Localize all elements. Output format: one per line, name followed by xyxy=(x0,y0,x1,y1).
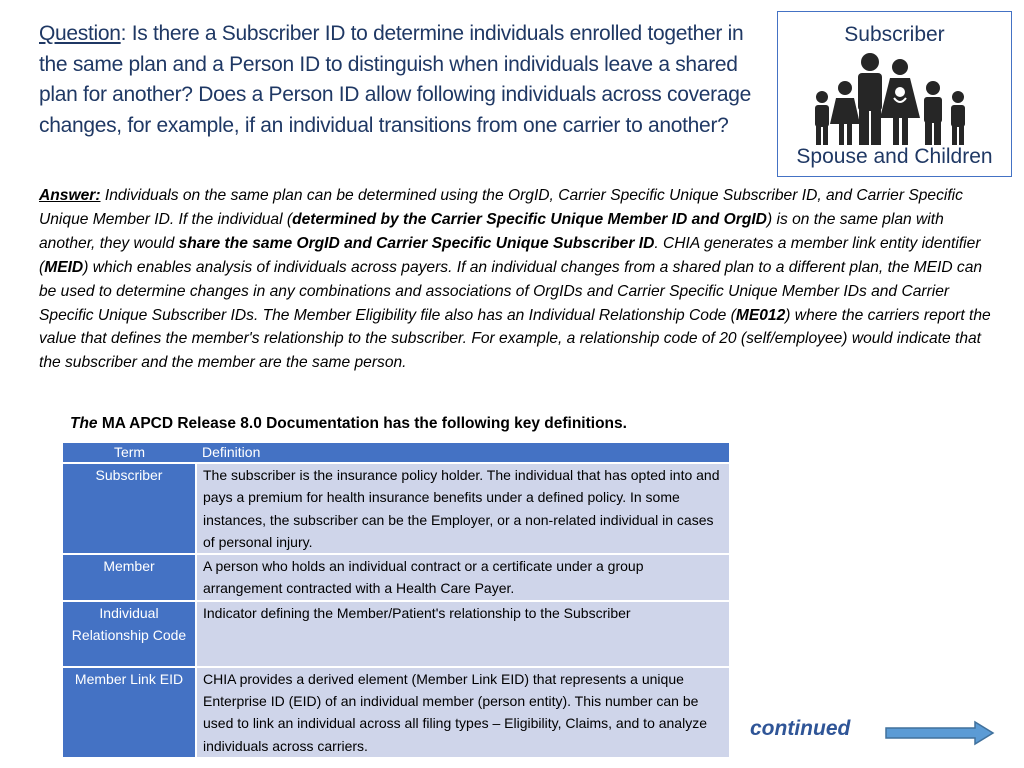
question-text: : Is there a Subscriber ID to determine individuals enrolled together in the same plan and a Person ID to distinguish when individuals leave a shared plan for another? Does a Person ID allow following individuals across coverage changes, for example, if an individual transitions from one carrier to another? xyxy=(39,22,752,137)
table-title-text: MA APCD Release 8.0 Documentation has the following key definitions. xyxy=(97,415,627,432)
answer-text: ) is on the same plan with another, they would xyxy=(39,210,944,252)
spouse-children-caption: Spouse and Children xyxy=(796,145,993,168)
definitions-table xyxy=(63,443,729,757)
table-row xyxy=(63,463,729,554)
answer-bold-text: determined by the Carrier Specific Unique Member ID and OrgID xyxy=(292,210,767,228)
continued-label: continued xyxy=(750,717,851,740)
answer-text: . CHIA generates a member link entity identifier ( xyxy=(39,234,981,276)
family-icon xyxy=(808,52,983,148)
answer-text: Individuals on the same plan can be determined using the OrgID, Carrier Specific Unique Subscriber ID, and Carrier Specific Unique Member ID. If the individual ( xyxy=(39,187,963,228)
right-arrow-icon[interactable] xyxy=(885,720,995,746)
answer-bold-text: MEID xyxy=(44,258,84,276)
subscriber-caption: Subscriber xyxy=(844,23,945,46)
term-cell: Member xyxy=(63,554,196,601)
question-label: Question xyxy=(39,22,121,45)
definition-column-header: Definition xyxy=(196,443,729,463)
answer-bold-text: share the same OrgID and Carrier Specific Unique Subscriber ID xyxy=(178,234,655,252)
table-title-italic: The xyxy=(70,415,98,432)
answer-text: ) where the carriers report the value that defines the member's relationship to the subscriber. For example, a relationship code of 20 (self/employee) would indicate that the subscriber and the member are the same person. xyxy=(39,306,991,372)
term-cell: Subscriber xyxy=(63,463,196,554)
family-illustration-box xyxy=(777,11,1012,177)
term-cell: Individual Relationship Code xyxy=(63,601,196,667)
question-heading xyxy=(39,19,759,141)
answer-label: Answer: xyxy=(39,187,101,204)
definition-cell: A person who holds an individual contract or a certificate under a group arrangement contracted with a Health Care Payer. xyxy=(196,554,729,601)
table-row xyxy=(63,667,729,757)
term-cell: Member Link EID xyxy=(63,667,196,757)
answer-paragraph xyxy=(39,184,999,375)
term-column-header: Term xyxy=(63,443,196,463)
answer-text: ) which enables analysis of individuals across payers. If an individual changes from a shared plan to a different plan, the MEID can be used to determine changes in any combinations and associations of OrgIDs and Carrier Specific Unique Member IDs and Carrier Specific Unique Subscriber IDs. The Member Eligibility file also has an Individual Relationship Code ( xyxy=(39,258,983,324)
definition-cell: The subscriber is the insurance policy holder. The individual that has opted into and pays a premium for health insurance benefits under a defined policy. In some instances, the subscriber can be the Employer, or a non-related individual in cases of personal injury. xyxy=(196,463,729,554)
definition-cell: CHIA provides a derived element (Member Link EID) that represents a unique Enterprise ID (EID) of an individual member (person entity). This number can be used to link an individual across all filing types – Eligibility, Claims, and to analyze individuals across carriers. xyxy=(196,667,729,757)
table-title xyxy=(70,415,627,433)
table-row xyxy=(63,554,729,601)
definition-cell: Indicator defining the Member/Patient's relationship to the Subscriber xyxy=(196,601,729,667)
answer-bold-text: ME012 xyxy=(735,306,786,324)
table-header-row xyxy=(63,443,729,463)
table-row xyxy=(63,601,729,667)
